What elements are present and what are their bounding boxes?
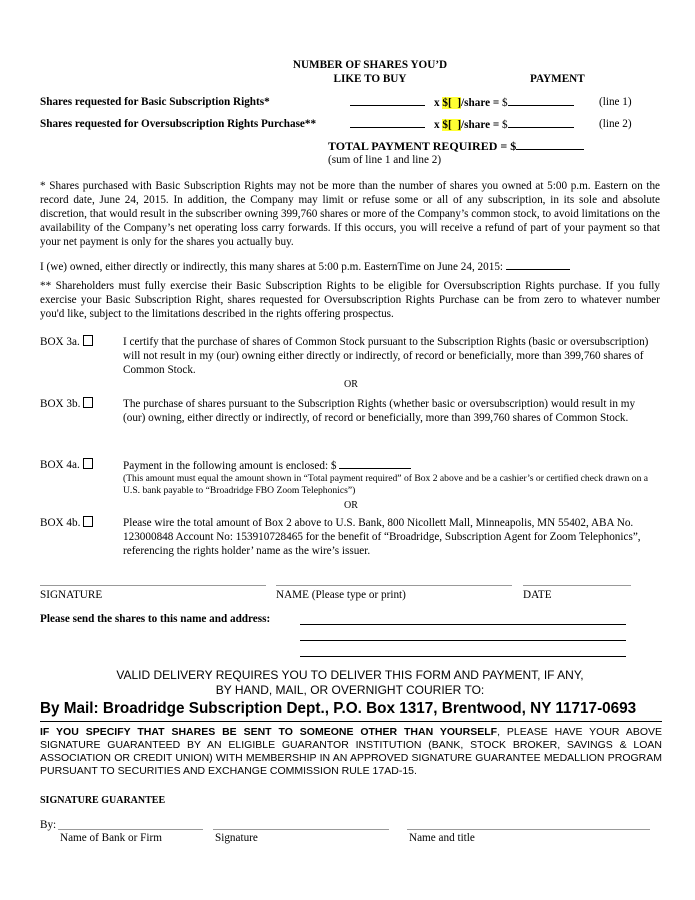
line1-price-prefix: $[ xyxy=(442,97,452,109)
box-4a-note: (This amount must equal the amount shown in “Total payment required” of Box 2 above and be a cashier’s or certified check drawn on a U.S. bank payable to “Broadridge FBO Zoom Telephonics”) xyxy=(123,473,649,496)
address-line-2[interactable] xyxy=(300,640,626,641)
box-4b-text: Please wire the total amount of Box 2 above to U.S. Bank, 800 Nicollett Mall, Minneapolis, MN 55402, ABA No. 123000848 Account No: 153910728465 for the benefit of “Broadridge, Subscription Agent for Zoom Telephonics”, referencing the rights holder’ name as the wire’s issuer. xyxy=(123,517,641,557)
line1-per-share: /share xyxy=(461,97,491,109)
box-4b-label-text: BOX 4b. xyxy=(40,517,81,529)
box-4a-text-main: Payment in the following amount is enclosed: $ xyxy=(123,460,337,472)
total-label-text: TOTAL PAYMENT REQUIRED = $ xyxy=(328,139,517,153)
box-3b-label-text: BOX 3b. xyxy=(40,398,81,410)
line1-price-box xyxy=(442,97,461,109)
box-4b-checkbox[interactable] xyxy=(83,516,93,527)
box-3b-checkbox[interactable] xyxy=(83,397,93,408)
line1-payment-field[interactable] xyxy=(508,95,574,106)
line1-number: (line 1) xyxy=(599,96,632,108)
shares-header-line1: NUMBER OF SHARES YOU’D xyxy=(292,59,448,71)
line2-x: x xyxy=(434,119,440,131)
address-line-1[interactable] xyxy=(300,624,626,625)
total-note: (sum of line 1 and line 2) xyxy=(328,154,442,166)
or-separator-1: OR xyxy=(344,379,358,390)
line2-price-box xyxy=(442,119,461,131)
line1-eq: = xyxy=(492,97,500,109)
guarantee-notice-bold: IF YOU SPECIFY THAT SHARES BE SENT TO SOMEONE OTHER THAN YOURSELF xyxy=(40,726,498,738)
shares-column-header xyxy=(270,58,470,86)
guarantee-notice-rest: , PLEASE HAVE YOUR ABOVE SIGNATURE GUARANTEED BY AN ELIGIBLE GUARANTOR INSTITUTION (BANK, STOCK BROKER, SAVINGS & LOAN ASSOCIATION OR CREDIT UNION) WITH MEMBERSHIP IN AN APPROVED SIGNATURE GUARANTEE MEDALLION PROGRAM PURSUANT TO SECURITIES AND EXCHANGE COMMISSION RULE 17AD-15. xyxy=(40,726,662,777)
delivery-line-2: BY HAND, MAIL, OR OVERNIGHT COURIER TO: xyxy=(215,683,485,697)
date-caption: DATE xyxy=(523,589,552,601)
signature-caption: SIGNATURE xyxy=(40,589,103,601)
name-line[interactable] xyxy=(276,585,512,586)
name-title-line[interactable] xyxy=(407,829,650,830)
box-3b-text: The purchase of shares pursuant to the Subscription Rights (whether basic or oversubscription) would result in my (our) owning, either directly or indirectly, of record or beneficially, more than 399,760 shares of Common Stock. xyxy=(123,398,636,424)
mail-divider xyxy=(40,721,662,722)
footnote-oversubscription: ** Shareholders must fully exercise their Basic Subscription Rights to be eligible for Oversubscription Rights purchase. If you fully exercise your Basic Subscription Right, shares requested for Oversubscription Rights Purchase can be from zero to whatever number you'd like, subject to the limitations described in the rights offering prospectus. xyxy=(40,280,660,320)
bank-line[interactable] xyxy=(58,829,203,830)
box-4a-text xyxy=(123,458,660,473)
payment-column-header: PAYMENT xyxy=(530,73,585,85)
shares-header-line2: LIKE TO BUY xyxy=(333,73,407,85)
send-shares-label: Please send the shares to this name and address: xyxy=(40,613,271,625)
by-label: By: xyxy=(40,819,57,831)
line2-price xyxy=(434,117,574,132)
line1-x: x xyxy=(434,97,440,109)
delivery-instructions xyxy=(40,668,660,698)
line2-dollar: $ xyxy=(502,119,508,131)
line2-shares-field[interactable] xyxy=(350,117,425,128)
line2-number: (line 2) xyxy=(599,118,632,130)
line2-price-prefix: $[ xyxy=(442,119,452,131)
box-3a-text: I certify that the purchase of shares of Common Stock pursuant to the Subscription Rights (basic or oversubscription) will not result in my (our) owning either directly or indirectly, of record or beneficially, more than 399,760 shares of Common Stock. xyxy=(123,336,649,376)
delivery-line-1: VALID DELIVERY REQUIRES YOU TO DELIVER THIS FORM AND PAYMENT, IF ANY, xyxy=(116,668,584,682)
name-title-caption: Name and title xyxy=(409,832,475,844)
bank-caption: Name of Bank or Firm xyxy=(60,832,162,844)
box-4a-label-text: BOX 4a. xyxy=(40,459,80,471)
total-payment-field[interactable] xyxy=(516,139,584,150)
box-3a-label xyxy=(40,335,93,349)
line1-dollar: $ xyxy=(502,97,508,109)
line2-per-share: /share xyxy=(461,119,491,131)
name-caption: NAME (Please type or print) xyxy=(276,589,406,601)
box-3a-label-text: BOX 3a. xyxy=(40,336,80,348)
signature-guarantee-heading: SIGNATURE GUARANTEE xyxy=(40,795,166,806)
guarantee-notice xyxy=(40,726,662,778)
line2-payment-field[interactable] xyxy=(508,117,574,128)
footnote-basic: * Shares purchased with Basic Subscription Rights may not be more than the number of shares you owned at 5:00 p.m. Eastern on the record date, June 24, 2015. In addition, the Company may limit or refuse some or all of any subscription, in its sole and absolute discretion, that would result in the subscriber owning 399,760 shares or more of the Company’s common stock, to avoid limitations on the availability of the Company’s net operating loss carry forwards. If this occurs, you will receive a refund of part of your payment so that your net payment is only for the shares you actually buy. xyxy=(40,180,660,248)
guarantee-signature-line[interactable] xyxy=(213,829,389,830)
line1-price-suffix: ] xyxy=(457,97,462,109)
total-payment-label xyxy=(328,139,584,153)
box-4a-checkbox[interactable] xyxy=(83,458,93,469)
address-line-3[interactable] xyxy=(300,656,626,657)
line1-price xyxy=(434,95,574,110)
box-4a-amount-field[interactable] xyxy=(339,458,411,469)
mail-address: By Mail: Broadridge Subscription Dept., P.O. Box 1317, Brentwood, NY 11717-0693 xyxy=(40,700,637,717)
guarantee-signature-caption: Signature xyxy=(215,832,258,844)
line2-eq: = xyxy=(492,119,500,131)
line1-label: Shares requested for Basic Subscription Rights* xyxy=(40,96,270,108)
owned-shares-text: I (we) owned, either directly or indirectly, this many shares at 5:00 p.m. EasternTime on June 24, 2015: xyxy=(40,261,504,273)
or-separator-2: OR xyxy=(344,500,358,511)
owned-shares-field[interactable] xyxy=(506,259,570,270)
owned-shares-line xyxy=(40,259,570,274)
date-line[interactable] xyxy=(523,585,631,586)
box-3a-checkbox[interactable] xyxy=(83,335,93,346)
box-4a-label xyxy=(40,458,93,472)
line1-shares-field[interactable] xyxy=(350,95,425,106)
box-3b-label xyxy=(40,397,93,411)
signature-line[interactable] xyxy=(40,585,266,586)
line2-label: Shares requested for Oversubscription Rights Purchase** xyxy=(40,118,317,130)
line2-price-suffix: ] xyxy=(457,119,462,131)
box-4b-label xyxy=(40,516,93,530)
